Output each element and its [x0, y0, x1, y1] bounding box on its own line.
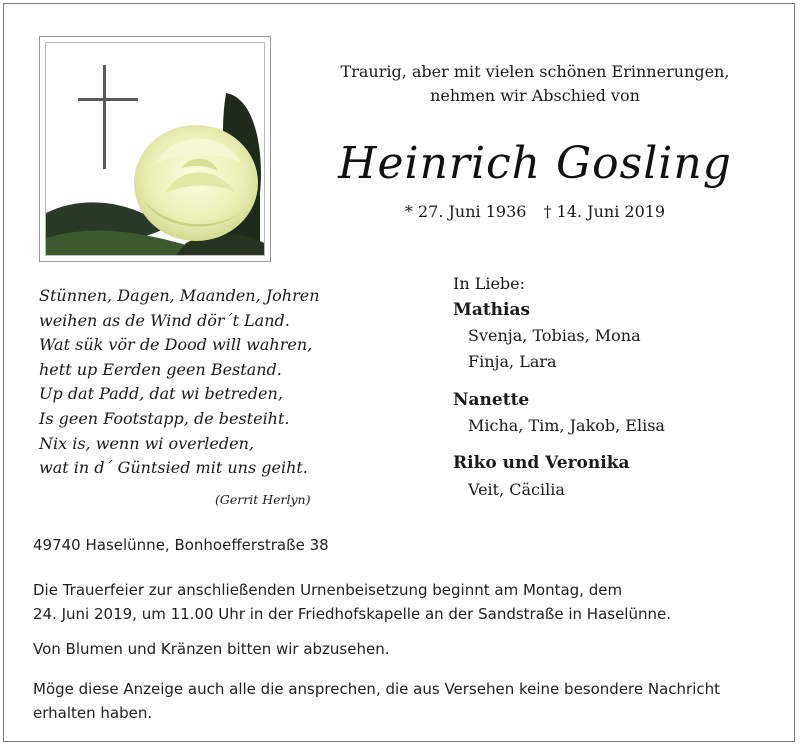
life-dates	[300, 202, 770, 221]
poem-line: weihen as de Wind dör´t Land.	[39, 310, 290, 330]
ceremony-line-2: 24. Juni 2019, um 11.00 Uhr in der Friedhofskapelle an der Sandstraße in Haselünne.	[33, 604, 671, 623]
in-liebe-label: In Liebe:	[453, 274, 526, 293]
poem-line: Nix is, wenn wi overleden,	[39, 433, 254, 453]
memorial-photo	[39, 36, 271, 262]
flowers-note: Von Blumen und Kränzen bitten wir abzusehen.	[33, 640, 390, 658]
notice-text	[33, 678, 773, 725]
death-date: † 14. Juni 2019	[543, 202, 666, 221]
family-member: Veit, Cäcilia	[468, 480, 565, 499]
poem	[39, 284, 320, 481]
poem-author: (Gerrit Herlyn)	[215, 492, 311, 507]
family-head: Mathias	[453, 300, 531, 320]
poem-line: Wat sük vör de Dood will wahren,	[39, 335, 313, 355]
family-member: Micha, Tim, Jakob, Elisa	[468, 416, 665, 435]
family-head: Riko und Veronika	[453, 453, 630, 473]
family-member: Finja, Lara	[468, 352, 557, 371]
notice-line-2: erhalten haben.	[33, 703, 153, 722]
family-member: Svenja, Tobias, Mona	[468, 326, 641, 345]
notice-line-1: Möge diese Anzeige auch alle die ansprechen, die aus Versehen keine besondere Nachricht	[33, 680, 721, 698]
intro-line-1: Traurig, aber mit vielen schönen Erinnerungen,	[340, 62, 730, 81]
rose-icon	[46, 93, 264, 255]
deceased-name: Heinrich Gosling	[338, 138, 732, 189]
poem-line: Up dat Padd, dat wi betreden,	[39, 384, 283, 404]
ceremony-info	[33, 579, 773, 626]
family-head: Nanette	[453, 390, 530, 410]
poem-line: wat in d´ Güntsied mit uns geiht.	[39, 458, 308, 478]
poem-line: hett up Eerden geen Bestand.	[39, 359, 282, 379]
address: 49740 Haselünne, Bonhoefferstraße 38	[33, 536, 329, 554]
intro-line-2: nehmen wir Abschied von	[430, 86, 640, 105]
birth-date: * 27. Juni 1936	[404, 202, 527, 221]
ceremony-line-1: Die Trauerfeier zur anschließenden Urnenbeisetzung beginnt am Montag, dem	[33, 581, 623, 599]
poem-line: Is geen Footstapp, de besteiht.	[39, 408, 290, 428]
cross-and-rose-image	[46, 43, 264, 255]
poem-line: Stünnen, Dagen, Maanden, Johren	[39, 286, 320, 305]
cross-icon	[78, 65, 138, 169]
photo-inner-frame	[45, 42, 265, 256]
